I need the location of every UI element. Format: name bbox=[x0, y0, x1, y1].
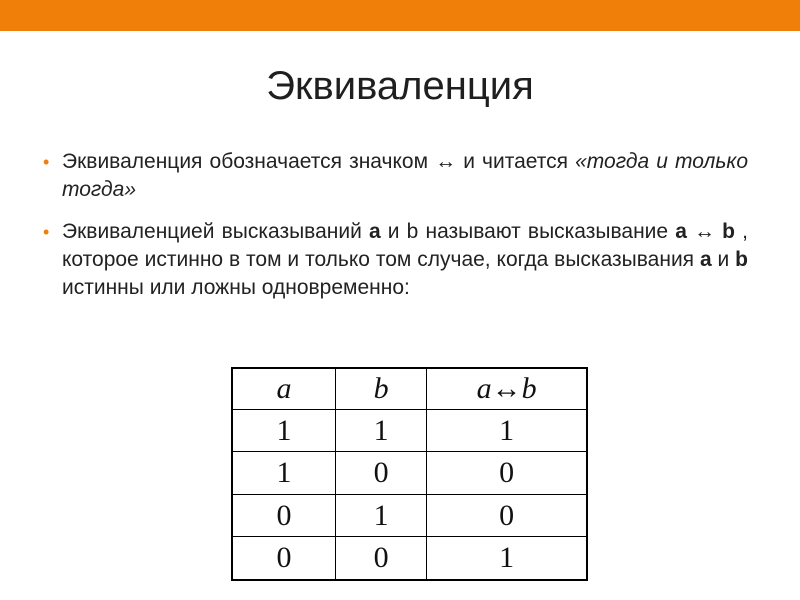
top-accent-bar bbox=[0, 0, 800, 31]
table-cell: 1 bbox=[336, 494, 427, 536]
table-cell: 1 bbox=[427, 537, 587, 580]
slide-title: Эквиваленция bbox=[266, 64, 534, 108]
bullet-text: и bbox=[711, 248, 736, 271]
bullet-text: истинны или ложны одновременно: bbox=[62, 276, 410, 299]
var-b: b bbox=[735, 248, 748, 271]
bullet-list bbox=[40, 148, 748, 316]
table-cell: 0 bbox=[336, 452, 427, 494]
expression: a ↔ b bbox=[675, 220, 736, 243]
table-row bbox=[232, 494, 587, 536]
bullet-text: Эквиваленция обозначается значком ↔ и читается bbox=[62, 150, 576, 173]
table-cell: 0 bbox=[232, 537, 336, 580]
table-cell: 1 bbox=[232, 452, 336, 494]
bullet-item-definition-symbol bbox=[40, 148, 748, 204]
table-cell: 1 bbox=[427, 410, 587, 452]
bullet-dot-icon: • bbox=[43, 222, 50, 242]
table-cell: 0 bbox=[336, 537, 427, 580]
table-cell: 0 bbox=[427, 452, 587, 494]
bullet-text: и bbox=[380, 220, 407, 243]
var-a: a bbox=[368, 220, 381, 243]
var-b: b bbox=[406, 220, 419, 243]
bullet-dot-icon: • bbox=[43, 152, 50, 172]
bullet-quote: «тогда и только тогда» bbox=[62, 150, 748, 201]
table-cell: 0 bbox=[232, 494, 336, 536]
bullet-text: называют высказывание bbox=[418, 220, 676, 243]
table-row bbox=[232, 410, 587, 452]
bullet-item-definition bbox=[40, 218, 748, 302]
table-row bbox=[232, 452, 587, 494]
table-row bbox=[232, 537, 587, 580]
bullet-text: Эквиваленцией высказываний bbox=[62, 220, 369, 243]
bullet-text: , которое истинно в том и только том случае, когда высказывания bbox=[62, 220, 748, 271]
header-a-equiv-b: a↔b bbox=[427, 368, 587, 410]
table-cell: 0 bbox=[427, 494, 587, 536]
table-cell: 1 bbox=[336, 410, 427, 452]
var-a: a bbox=[699, 248, 712, 271]
truth-table bbox=[231, 367, 588, 581]
table-header-row bbox=[232, 368, 587, 410]
header-b: b bbox=[336, 368, 427, 410]
table-cell: 1 bbox=[232, 410, 336, 452]
header-a: a bbox=[232, 368, 336, 410]
